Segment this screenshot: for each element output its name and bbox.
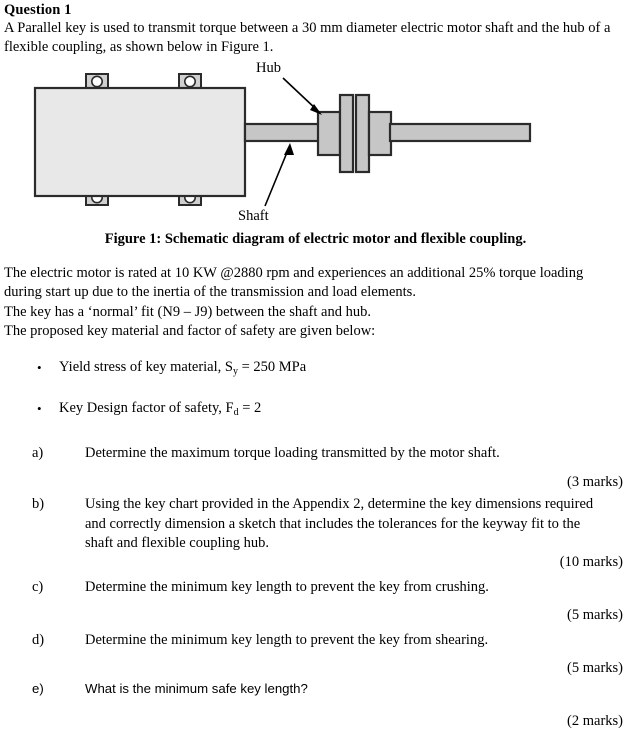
bullet-text-post: = 250 MPa: [237, 359, 307, 375]
item-label-b: b): [32, 496, 45, 512]
bullet-text-pre: Yield stress of key material, S: [59, 359, 233, 375]
marks-b: (10 marks): [559, 554, 623, 570]
shaft-arrowhead: [284, 143, 294, 155]
coupling-flange-left: [340, 95, 353, 172]
hub-leader-arrow: [283, 78, 317, 110]
spec-bullet-list: [4, 358, 604, 440]
item-label-a: a): [32, 445, 44, 461]
marks-d: (5 marks): [567, 660, 623, 676]
input-shaft: [245, 124, 323, 141]
question-item-b: [32, 495, 602, 554]
item-label-e: e): [32, 681, 44, 696]
question-item-c: [32, 578, 592, 598]
marks-e: (2 marks): [567, 713, 623, 729]
marks-c: (5 marks): [567, 607, 623, 623]
motor-foot-top-left: [86, 74, 108, 89]
item-label-c: c): [32, 579, 44, 595]
item-text-c: Determine the minimum key length to prevent the key from crushing.: [85, 579, 489, 595]
item-text-d: Determine the minimum key length to prevent the key from shearing.: [85, 632, 489, 648]
motor-body: [35, 88, 245, 196]
body-paragraph-material: The proposed key material and factor of safety are given below:: [4, 323, 376, 339]
shaft-leader-arrow: [265, 150, 288, 206]
body-paragraph-fit: The key has a ‘normal’ fit (N9 – J9) between the shaft and hub.: [4, 304, 371, 320]
bullet-subscript: d: [233, 407, 239, 418]
hub-left: [318, 112, 340, 155]
figure-label-shaft: Shaft: [238, 208, 269, 224]
page-title: Question 1: [4, 2, 72, 18]
figure-schematic: [0, 60, 631, 228]
marks-a: (3 marks): [567, 474, 623, 490]
bullet-marker: •: [37, 360, 42, 375]
bullet-text-pre: Key Design factor of safety, F: [59, 400, 234, 416]
item-label-d: d): [32, 632, 45, 648]
bullet-subscript: y: [232, 366, 238, 377]
question-item-d: [32, 631, 592, 651]
question-item-e: [32, 679, 592, 699]
body-paragraph-rating: The electric motor is rated at 10 KW @2880 rpm and experiences an additional 25% torque loading during start up due to the inertia of the transmission and load elements.: [4, 265, 584, 301]
question-item-a: [32, 444, 592, 464]
output-shaft: [390, 124, 530, 141]
bullet-text-post: = 2: [238, 400, 262, 416]
list-item: [4, 399, 604, 419]
list-item: [4, 358, 604, 378]
intro-paragraph: A Parallel key is used to transmit torque between a 30 mm diameter electric motor shaft and the hub of a flexible coupling, as shown below in Figure 1.: [4, 20, 611, 55]
hub-right: [369, 112, 391, 155]
bullet-marker: •: [37, 401, 42, 416]
item-text-a: Determine the maximum torque loading transmitted by the motor shaft.: [85, 445, 500, 461]
coupling-flange-right: [356, 95, 369, 172]
motor-foot-top-right: [179, 74, 201, 89]
item-text-b: Using the key chart provided in the Appendix 2, determine the key dimensions required and correctly dimension a sketch that includes the tolerances for the keyway fit to the shaft and flexible coupling hub.: [85, 496, 594, 551]
figure-label-hub: Hub: [256, 60, 281, 76]
figure-caption: Figure 1: Schematic diagram of electric motor and flexible coupling.: [104, 231, 527, 247]
item-text-e: What is the minimum safe key length?: [85, 681, 308, 696]
